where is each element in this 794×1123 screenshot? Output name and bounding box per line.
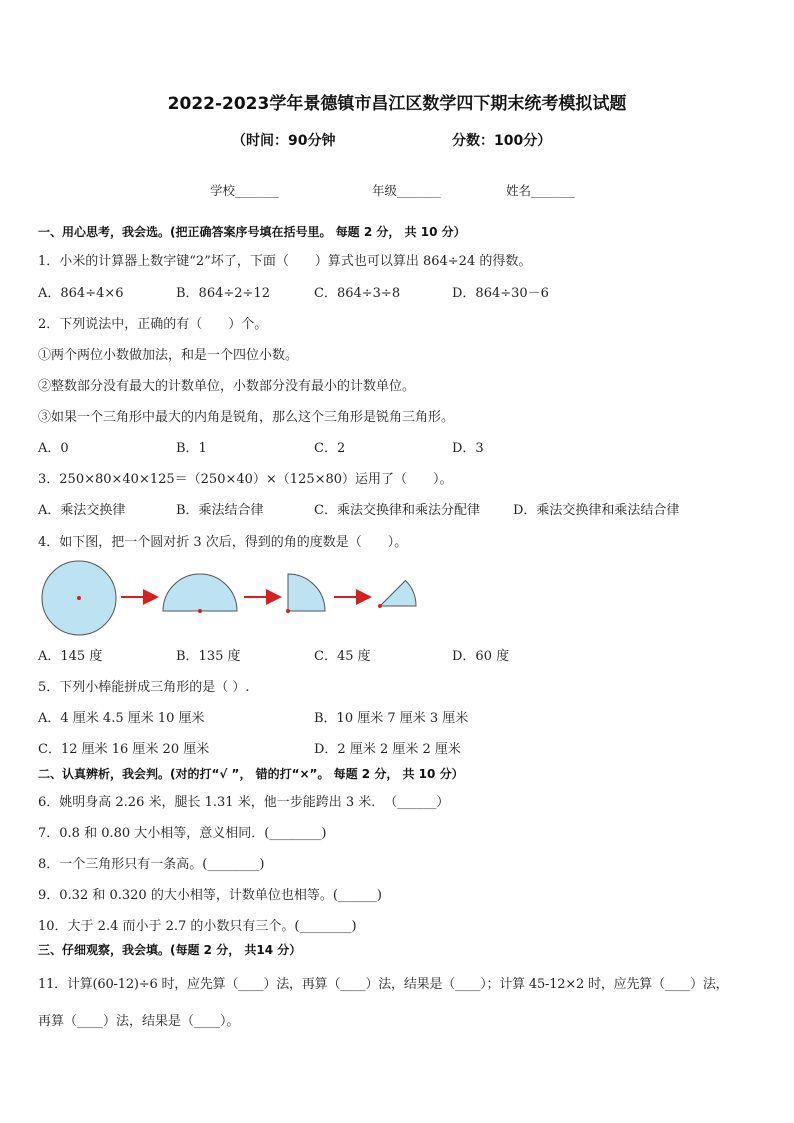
q2-statement-3: ③如果一个三角形中最大的内角是锐角，那么这个三角形是锐角三角形。 xyxy=(38,410,455,425)
q3-option-c: C．乘法交换律和乘法分配律 xyxy=(314,503,480,518)
exam-time: （时间：90分钟 xyxy=(232,133,336,149)
page-title: 2022-2023学年景德镇市昌江区数学四下期末统考模拟试题 xyxy=(167,94,627,114)
q2-option-a: A．0 xyxy=(38,441,69,456)
q5-option-c: C．12 厘米 16 厘米 20 厘米 xyxy=(38,742,210,757)
question-7: 7．0.8 和 0.80 大小相等，意义相同．(________) xyxy=(38,826,327,841)
quarter-circle-shape xyxy=(288,574,325,611)
section-heading-3: 三、仔细观察，我会填。(每题 2 分， 共14 分） xyxy=(38,943,302,957)
section-heading-2: 二、认真辨析，我会判。(对的打“√ ”， 错的打“×”。 每题 2 分， 共 10 分） xyxy=(38,767,464,781)
quarter-circle-center-dot xyxy=(286,609,290,613)
q4-option-a: A．145 度 xyxy=(38,649,103,664)
eighth-circle-shape xyxy=(380,581,416,607)
question-2: 2．下列说法中，正确的有（ ）个。 xyxy=(38,317,268,332)
q5-option-d: D．2 厘米 2 厘米 2 厘米 xyxy=(314,742,461,757)
q4-option-d: D．60 度 xyxy=(452,649,510,664)
question-1: 1．小米的计算器上数字键“2”坏了，下面（ ）算式也可以算出 864÷24 的得数。 xyxy=(38,254,532,269)
q1-option-b: B．864÷2÷12 xyxy=(176,286,270,301)
question-6: 6．姚明身高 2.26 米，腿长 1.31 米，他一步能跨出 3 米． （______） xyxy=(38,795,450,810)
q2-statement-1: ①两个两位小数做加法，和是一个四位小数。 xyxy=(38,348,299,363)
q4-option-b: B．135 度 xyxy=(176,649,241,664)
q3-option-d: D．乘法交换律和乘法结合律 xyxy=(513,503,680,518)
q3-option-b: B．乘法结合律 xyxy=(176,503,264,518)
half-circle-shape xyxy=(163,574,237,611)
question-8: 8．一个三角形只有一条高。(________) xyxy=(38,857,265,872)
name-field: 姓名_______ xyxy=(506,183,575,198)
q5-option-a: A．4 厘米 4.5 厘米 10 厘米 xyxy=(38,711,205,726)
q2-option-d: D．3 xyxy=(452,441,484,456)
q3-option-a: A．乘法交换律 xyxy=(38,503,126,518)
q1-option-d: D．864÷30－6 xyxy=(452,286,549,301)
question-9: 9．0.32 和 0.320 的大小相等，计数单位也相等。(______) xyxy=(38,888,382,903)
q5-option-b: B．10 厘米 7 厘米 3 厘米 xyxy=(314,711,469,726)
half-circle-center-dot xyxy=(198,609,202,613)
question-11-line-2: 再算（____）法，结果是（____）。 xyxy=(38,1014,240,1029)
q2-statement-2: ②整数部分没有最大的计数单位，小数部分没有最小的计数单位。 xyxy=(38,379,416,394)
q4-option-c: C．45 度 xyxy=(314,649,371,664)
question-11-line-1: 11．计算(60-12)÷6 时，应先算（____）法，再算（____）法，结果是（____）；计算 45-12×2 时，应先算（____）法， xyxy=(38,977,729,992)
q2-option-c: C．2 xyxy=(314,441,346,456)
full-circle-center-dot xyxy=(77,596,81,600)
exam-score: 分数：100分） xyxy=(452,133,552,149)
q1-option-c: C．864÷3÷8 xyxy=(314,286,401,301)
question-5: 5．下列小棒能拼成三角形的是（ ）. xyxy=(38,680,250,695)
question-3: 3．250×80×40×125＝（250×40）×（125×80）运用了（ ）。 xyxy=(38,472,453,487)
question-10: 10．大于 2.4 而小于 2.7 的小数只有三个。(________) xyxy=(38,919,357,934)
question-4: 4．如下图，把一个圆对折 3 次后，得到的角的度数是（ ）。 xyxy=(38,535,408,550)
q1-option-a: A．864÷4×6 xyxy=(38,286,124,301)
section-heading-1: 一、用心思考，我会选。(把正确答案序号填在括号里。 每题 2 分， 共 10 分） xyxy=(38,225,466,239)
q2-option-b: B．1 xyxy=(176,441,207,456)
school-field: 学校_______ xyxy=(210,183,279,198)
eighth-circle-center-dot xyxy=(378,604,382,608)
grade-field: 年级_______ xyxy=(372,183,441,198)
